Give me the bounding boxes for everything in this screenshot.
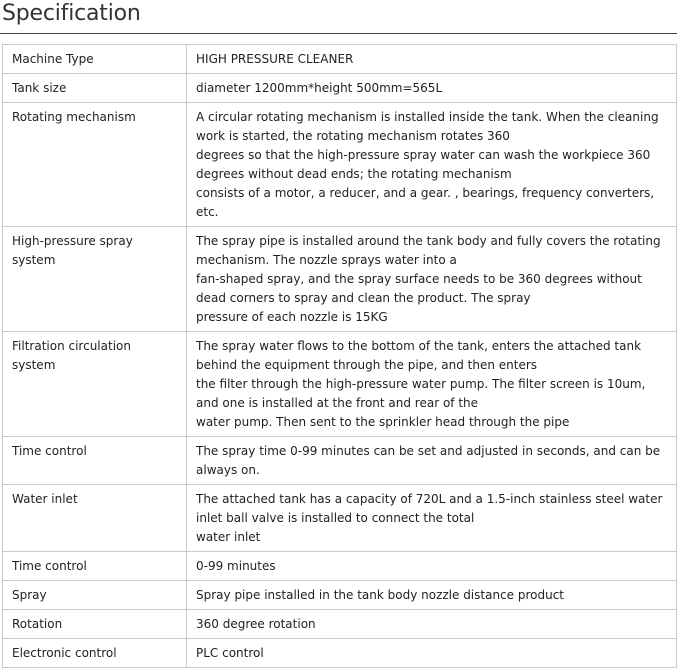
row-value: 0-99 minutes: [187, 552, 677, 581]
table-row: [3, 639, 677, 668]
table-row: [3, 332, 677, 437]
row-value: Spray pipe installed in the tank body nozzle distance product: [187, 581, 677, 610]
table-row: [3, 610, 677, 639]
table-row: [3, 485, 677, 552]
table-row: [3, 45, 677, 74]
row-label: High-pressure spray system: [3, 227, 187, 332]
specification-table: [2, 44, 677, 668]
table-row: [3, 103, 677, 227]
row-label: Tank size: [3, 74, 187, 103]
row-label: Time control: [3, 437, 187, 485]
row-value: PLC control: [187, 639, 677, 668]
row-value: The spray time 0-99 minutes can be set and adjusted in seconds, and can be always on.: [187, 437, 677, 485]
row-value: HIGH PRESSURE CLEANER: [187, 45, 677, 74]
row-label: Machine Type: [3, 45, 187, 74]
table-row: [3, 437, 677, 485]
row-label: Spray: [3, 581, 187, 610]
row-label: Electronic control: [3, 639, 187, 668]
table-row: [3, 227, 677, 332]
row-value: The spray water flows to the bottom of the tank, enters the attached tank behind the equipment through the pipe, and then enters the filter through the high-pressure water pump. The filter screen is 10um, and one is installed at the front and rear of the water pump. Then sent to the sprinkler head through the pipe: [187, 332, 677, 437]
row-label: Water inlet: [3, 485, 187, 552]
title-divider: [0, 33, 677, 34]
table-row: [3, 552, 677, 581]
page-title: Specification: [2, 1, 141, 26]
table-row: [3, 74, 677, 103]
row-label: Rotating mechanism: [3, 103, 187, 227]
row-value: The attached tank has a capacity of 720L and a 1.5-inch stainless steel water inlet ball valve is installed to connect the total water inlet: [187, 485, 677, 552]
row-label: Rotation: [3, 610, 187, 639]
row-value: diameter 1200mm*height 500mm=565L: [187, 74, 677, 103]
row-label: Filtration circulation system: [3, 332, 187, 437]
row-value: A circular rotating mechanism is installed inside the tank. When the cleaning work is started, the rotating mechanism rotates 360 degrees so that the high-pressure spray water can wash the workpiece 360 degrees without dead ends; the rotating mechanism consists of a motor, a reducer, and a gear. , bearings, frequency converters, etc.: [187, 103, 677, 227]
row-label: Time control: [3, 552, 187, 581]
row-value: 360 degree rotation: [187, 610, 677, 639]
row-value: The spray pipe is installed around the tank body and fully covers the rotating mechanism. The nozzle sprays water into a fan-shaped spray, and the spray surface needs to be 360 degrees without dead corners to spray and clean the product. The spray pressure of each nozzle is 15KG: [187, 227, 677, 332]
table-row: [3, 581, 677, 610]
